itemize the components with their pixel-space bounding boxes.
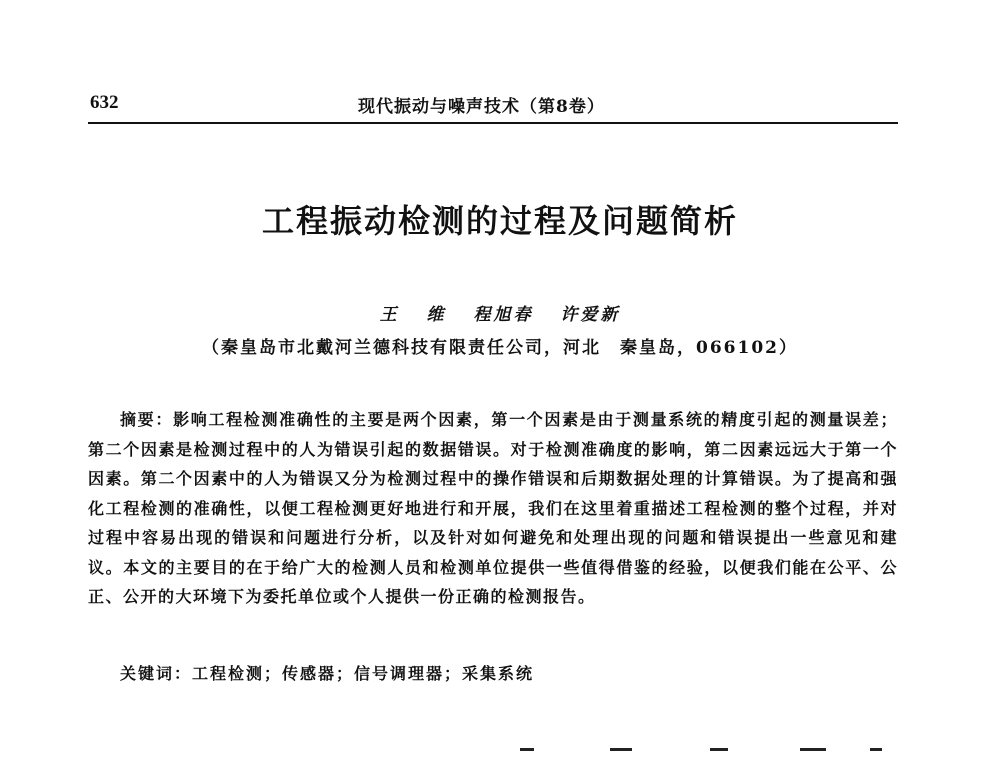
- text-fragment: [610, 748, 632, 751]
- abstract-text: 影响工程检测准确性的主要是两个因素，第一个因素是由于测量系统的精度引起的测量误差；第二个因素是检测过程中的人为错误引起的数据错误。对于检测准确度的影响，第二因素远远大于第一个因素。第二个因素中的人为错误又分为检测过程中的操作错误和后期数据处理的计算错误。为了提高和强化工程检测的准确性，以便工程检测更好地进行和开展，我们在这里着重描述工程检测的整个过程，并对过程中容易出现的错误和问题进行分析，以及针对如何避免和处理出现的问题和错误提出一些意见和建议。本文的主要目的在于给广大的检测人员和检测单位提供一些值得借鉴的经验，以便我们能在公平、公正、公开的大环境下为委托单位或个人提供一份正确的检测报告。: [88, 410, 898, 606]
- keywords-text: 工程检测；传感器；信号调理器；采集系统: [192, 664, 535, 683]
- cropped-next-line: [520, 742, 900, 760]
- text-fragment: [710, 748, 728, 751]
- abstract-label: 摘要：: [120, 410, 174, 429]
- page-header: [88, 86, 898, 124]
- keywords-label: 关键词：: [120, 664, 193, 683]
- article-title: 工程振动检测的过程及问题简析: [261, 202, 738, 240]
- text-fragment: [800, 748, 826, 751]
- text-fragment: [870, 748, 882, 751]
- running-title: 现代振动与噪声技术（第8卷）: [358, 97, 605, 117]
- author-list: 王 维 程旭春 许爱新: [379, 305, 621, 325]
- text-fragment: [520, 748, 534, 751]
- author-affiliation: （秦皇岛市北戴河兰德科技有限责任公司，河北 秦皇岛，066102）: [202, 338, 798, 358]
- keywords: [120, 661, 880, 684]
- abstract: [88, 405, 898, 612]
- page-number: 632: [90, 92, 119, 113]
